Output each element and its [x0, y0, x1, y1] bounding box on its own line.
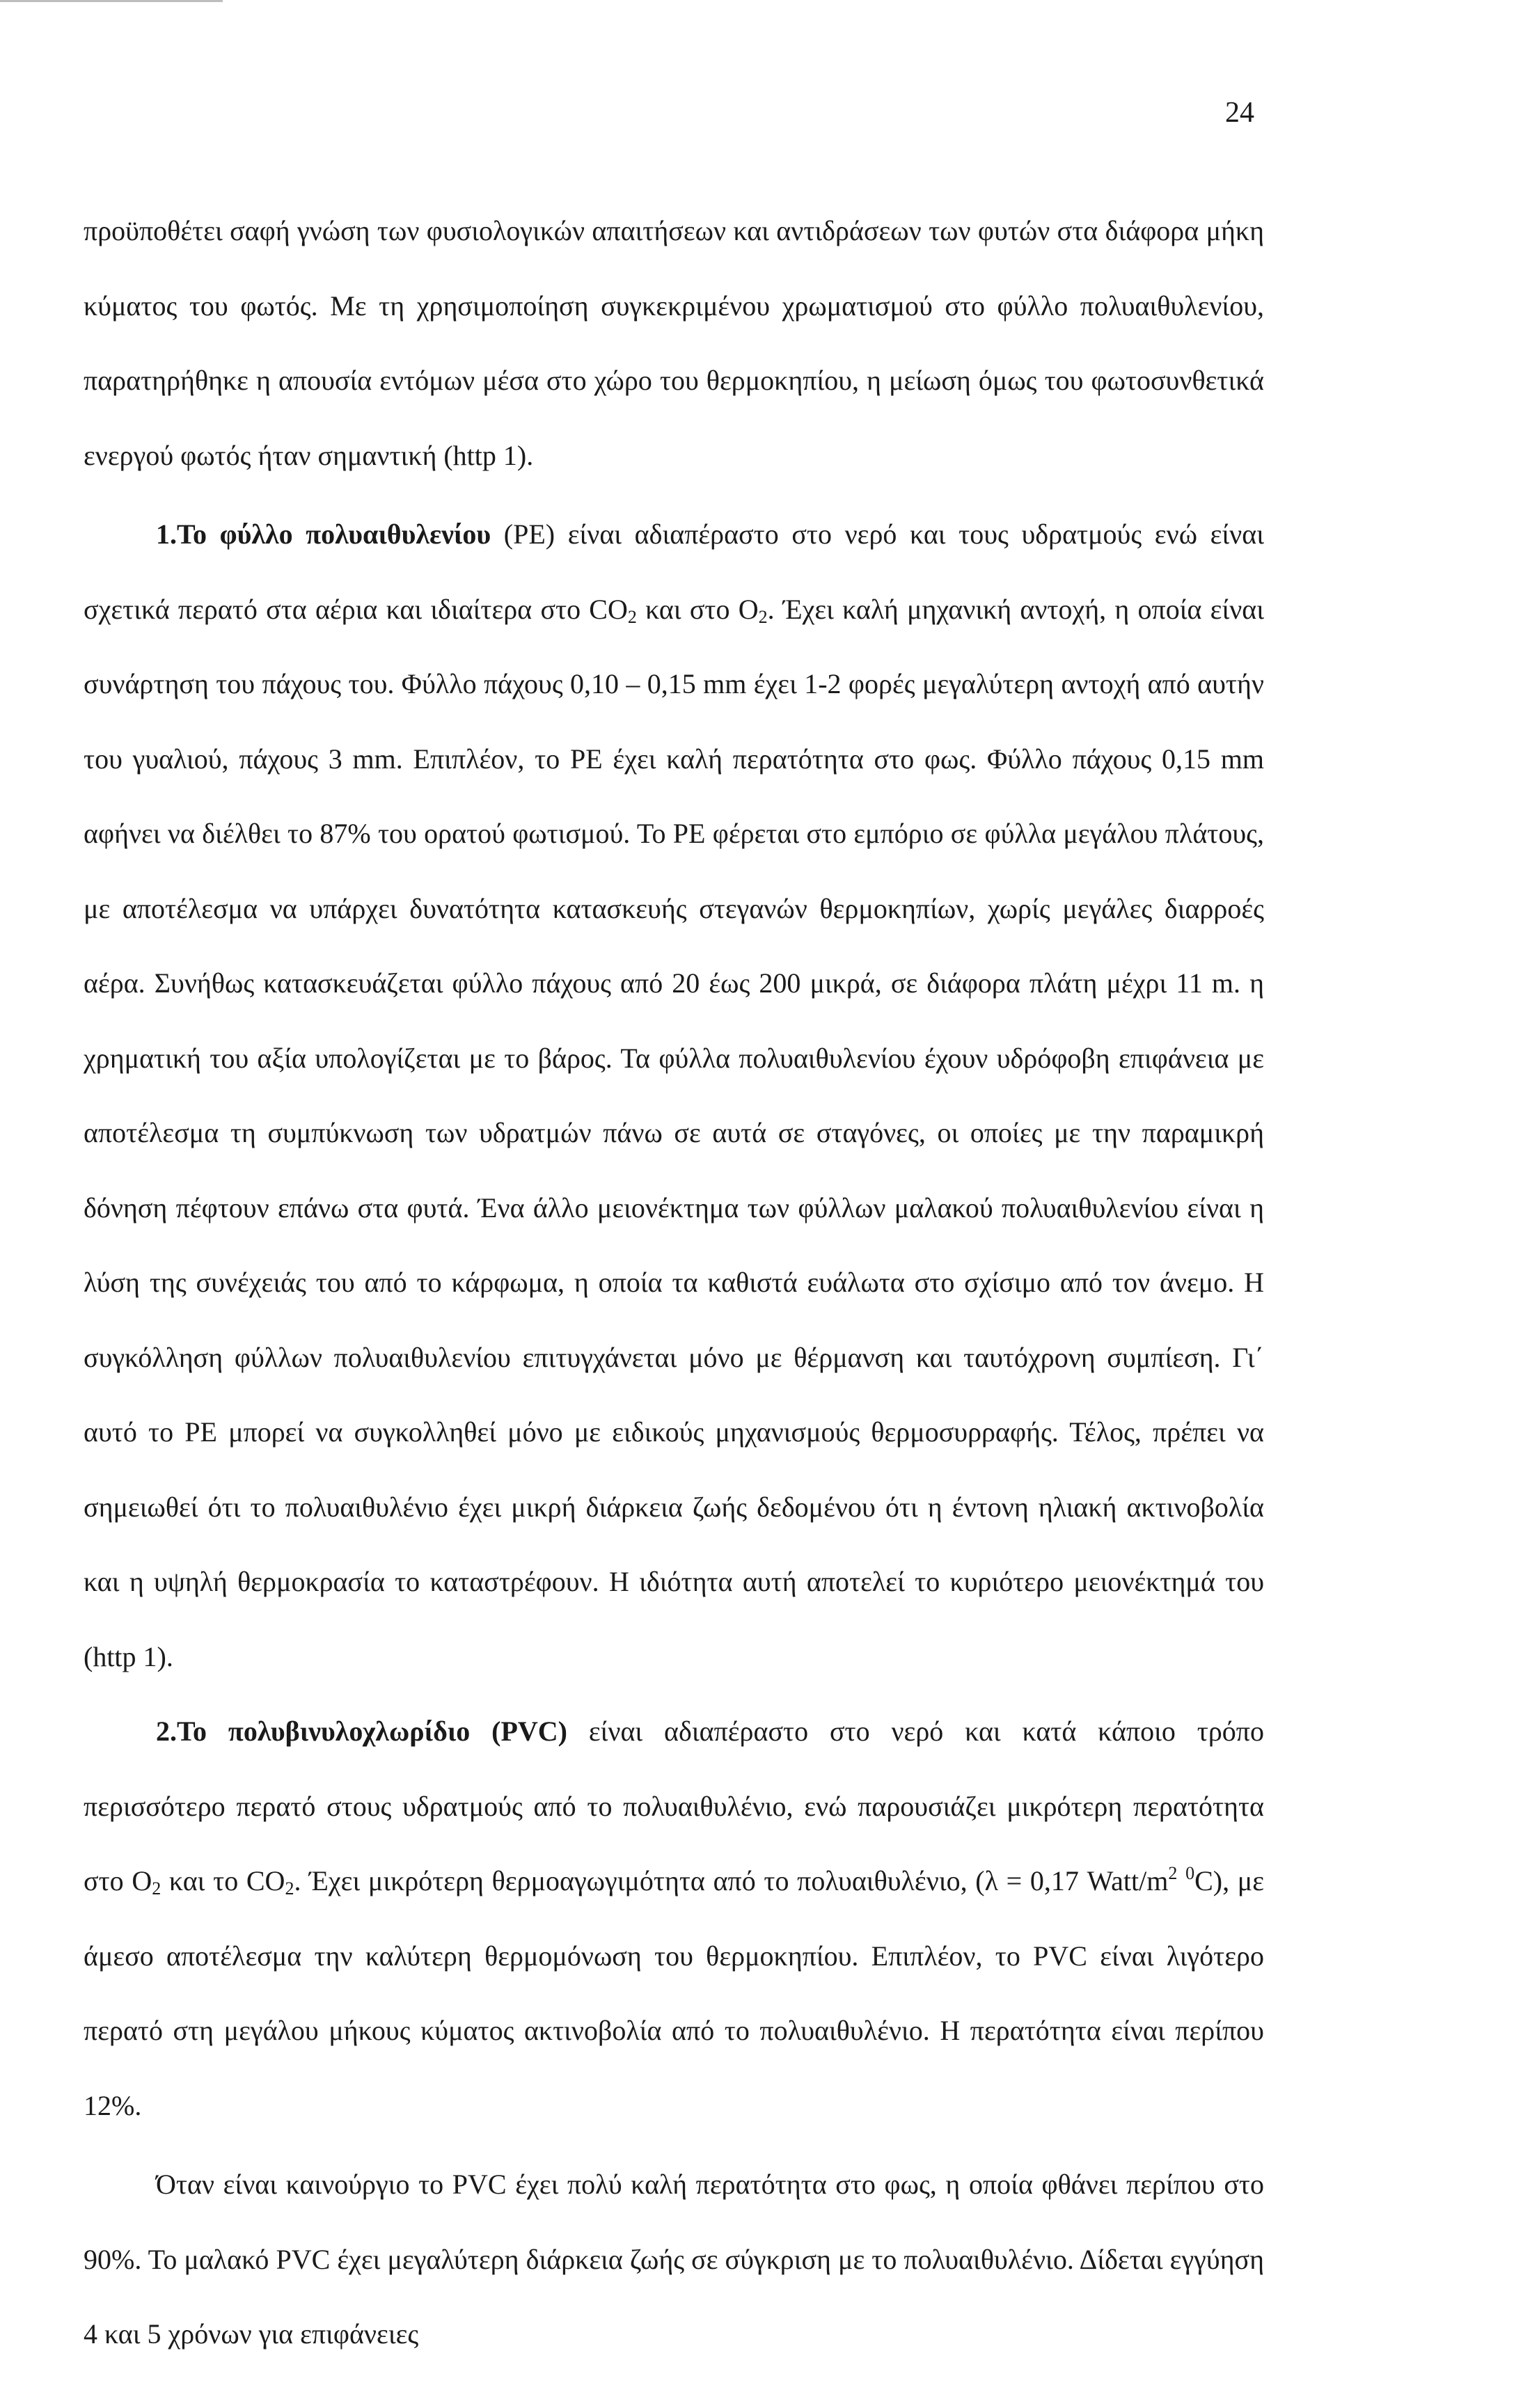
- pvc-text-2: και το CO: [161, 1865, 285, 1896]
- pvc-sub-o2: 2: [152, 1878, 161, 1899]
- pe-sub-co2: 2: [627, 606, 637, 627]
- pe-text-1: (PE) είναι αδιαπέραστο στο νερό και τους υδρατμούς ενώ είναι σχετικά περατό στα αέρια και ιδιαίτερα στο CO: [84, 518, 1264, 625]
- page-number: 24: [1225, 97, 1254, 129]
- pvc-term: Το πολυβινυλοχλωρίδιο (PVC): [177, 1716, 567, 1747]
- polyethylene-paragraph: [84, 497, 1264, 1694]
- pe-text-3: . Έχει καλή μηχανική αντοχή, η οποία είναι συνάρτηση του πάχους του. Φύλλο πάχους 0,10 – 0,15 mm έχει 1-2 φορές μεγαλύτερη αντοχή από αυτήν του γυαλιού, πάχους 3 mm. Επιπλέον, το PE έχει καλή περατότητα στο φως. Φύλλο πάχους 0,15 mm αφήνει να διέλθει το 87% του ορατού φωτισμού. Το PE φέρεται στο εμπόριο σε φύλλα μεγάλου πλάτους, με αποτέλεσμα να υπάρχει δυνατότητα κατασκευής στεγανών θερμοκηπίων, χωρίς μεγάλες διαρροές αέρα. Συνήθως κατασκευάζεται φύλλο πάχους από 20 έως 200 μικρά, σε διάφορα πλάτη μέχρι 11 m. η χρηματική του αξία υπολογίζεται με το βάρος. Τα φύλλα πολυαιθυλενίου έχουν υδρόφοβη επιφάνεια με αποτέλεσμα τη συμπύκνωση των υδρατμών πάνω σε αυτά σε σταγόνες, οι οποίες με την παραμικρή δόνηση πέφτουν επάνω στα φυτά. Ένα άλλο μειονέκτημα των φύλλων μαλακού πολυαιθυλενίου είναι η λύση της συνέχειάς του από το κάρφωμα, η οποία τα καθιστά ευάλωτα στο σχίσιμο από τον άνεμο. Η συγκόλληση φύλλων πολυαιθυλενίου επιτυγχάνεται μόνο με θέρμανση και ταυτόχρονη συμπίεση. Γι΄ αυτό το PE μπορεί να συγκολληθεί μόνο με ειδικούς μηχανισμούς θερμοσυρραφής. Τέλος, πρέπει να σημειωθεί ότι το πολυαιθυλένιο έχει μικρή διάρκεια ζωής δεδομένου ότι η έντονη ηλιακή ακτινοβολία και η υψηλή θερμοκρασία το καταστρέφουν. Η ιδιότητα αυτή αποτελεί το κυριότερο μειονέκτημά του (http 1).: [84, 593, 1265, 1672]
- pvc-sub-co2: 2: [285, 1878, 294, 1899]
- pe-term: Το φύλλο πολυαιθυλενίου: [177, 518, 491, 550]
- pvc-sup-m2: 2: [1168, 1863, 1178, 1883]
- pvc-light-paragraph: Όταν είναι καινούργιο το PVC έχει πολύ καλή περατότητα στο φως, η οποία φθάνει περίπου στο 90%. Το μαλακό PVC έχει μεγαλύτερη διάρκεια ζωής σε σύγκριση με το πολυαιθυλένιο. Δίδεται εγγύηση 4 και 5 χρόνων για επιφάνειες: [84, 2169, 1264, 2350]
- document-body: [84, 193, 1264, 2372]
- pvc-text-4: [1177, 1865, 1185, 1896]
- pvc-text-1: είναι αδιαπέραστο στο νερό και κατά κάποιο τρόπο περισσότερο περατό στους υδρατμούς από το πολυαιθυλένιο, ενώ παρουσιάζει μικρότερη περατότητα στο O: [84, 1716, 1264, 1896]
- intro-paragraph: προϋποθέτει σαφή γνώση των φυσιολογικών απαιτήσεων και αντιδράσεων των φυτών στα διάφορα μήκη κύματος του φωτός. Με τη χρησιμοποίηση συγκεκριμένου χρωματισμού στο φύλλο πολυαιθυλενίου, παρατηρήθηκε η απουσία εντόμων μέσα στο χώρο του θερμοκηπίου, η μείωση όμως του φωτοσυνθετικά ενεργού φωτός ήταν σημαντική (http 1).: [84, 215, 1264, 471]
- pvc-text-3: . Έχει μικρότερη θερμοαγωγιμότητα από το πολυαιθυλένιο, (λ = 0,17 Watt/m: [294, 1865, 1169, 1896]
- pe-text-2: και στο O: [636, 593, 759, 625]
- pvc-number: 2.: [156, 1716, 177, 1747]
- pvc-text-5: C), με άμεσο αποτέλεσμα την καλύτερη θερμομόνωση του θερμοκηπίου. Επιπλέον, το PVC είναι λιγότερο περατό στη μεγάλου μήκους κύματος ακτινοβολία από το πολυαιθυλένιο. Η περατότητα είναι περίπου 12%.: [84, 1865, 1265, 2121]
- pe-sub-o2: 2: [758, 606, 768, 627]
- pvc-sup-degree: 0: [1185, 1863, 1195, 1883]
- pe-number: 1.: [156, 518, 177, 550]
- scan-edge-line: [0, 0, 223, 2]
- pvc-paragraph: [84, 1694, 1264, 2143]
